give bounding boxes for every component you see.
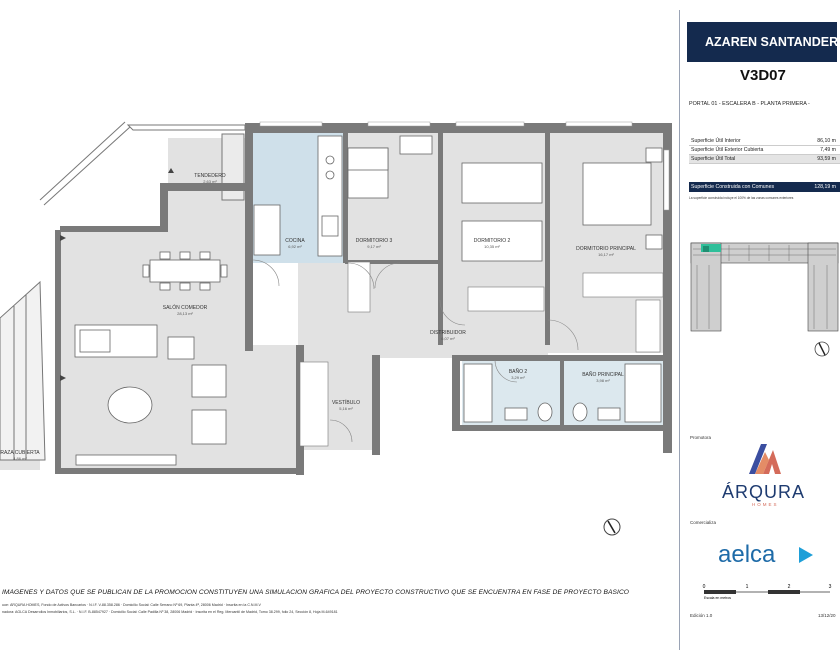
surface-row-total — [689, 155, 840, 164]
promotora-label: Promotora — [690, 435, 712, 440]
north-compass-icon — [813, 340, 831, 358]
surface-label: Superficie Útil Total — [691, 156, 736, 162]
edition-date: 13/12/20 — [818, 613, 836, 618]
room-name: DORMITORIO PRINCIPAL — [576, 246, 636, 252]
room-area: 2,63 m² — [203, 179, 217, 184]
aelca-arrow-icon — [797, 546, 815, 564]
room-name: VESTÍBULO — [331, 400, 361, 406]
room-name: SALÓN COMEDOR — [162, 305, 208, 311]
unit-location: PORTAL 01 - ESCALERA B - PLANTA PRIMERA - — [689, 101, 810, 107]
surface-table — [689, 137, 840, 164]
room-name: COCINA — [285, 238, 305, 244]
scale-tick-label: 1 — [745, 584, 749, 590]
arqura-logo-subtext: HOMES — [752, 502, 779, 507]
room-name: BAÑO PRINCIPAL — [582, 372, 624, 378]
scale-tick-label: 3 — [828, 584, 832, 590]
aelca-logo-text: aelca — [718, 541, 776, 568]
constructed-value: 128,19 m — [814, 184, 836, 190]
surface-row — [689, 146, 840, 155]
edition-label: Edición 1.0 — [690, 613, 713, 618]
surface-row — [689, 137, 840, 146]
room-area: 6,07 m² — [441, 336, 455, 341]
surface-value: 86,10 m — [817, 138, 836, 144]
legal-text — [2, 603, 662, 617]
scale-tick-label: 2 — [787, 584, 791, 590]
room-area: 28,13 m² — [177, 311, 193, 316]
room-area: 6,92 m² — [288, 244, 302, 249]
surface-value: 7,49 m — [820, 147, 836, 153]
room-area: 9,17 m² — [367, 244, 381, 249]
legal-line: uoe: ÁRQURA HOMES, Fondo de Activos Bancarios · N.I.F. V-88.358.286 · Domicilio Social: Calle Serrano Nº 69, Planta 4ª, 28006 Madrid · Inscrita en la C.N.M.V — [2, 603, 261, 607]
legal-line: nadora: AGLCA Desarrollos Inmobiliarios, S.L. · N.I.F. B-88547927 · Domicilio Social: Calle Padilla Nº 38, 28006 Madrid · Inscrita en el Reg. Mercantil de Madrid, Tomo 38.299, folio 24, Sección 8, Hoja M-649181 — [2, 610, 338, 614]
scale-caption: Escala en metros — [704, 596, 732, 600]
room-area: 5,16 m² — [339, 406, 353, 411]
north-compass-icon — [602, 517, 622, 537]
disclaimer-text: IMÁGENES Y DATOS QUE SE PUBLICAN DE LA PROMOCIÓN CONSTITUYEN UNA SIMULACIÓN GRÁFICA DEL PROYECTO CONSTRUCTIVO QUE SE ENCUENTRA EN FASE DE PROYECTO BÁSICO — [2, 589, 630, 596]
room-area: 16,17 m² — [598, 252, 614, 257]
building-key-plan — [689, 241, 840, 333]
room-area: 10,35 m² — [484, 244, 500, 249]
room-name: DORMITORIO 2 — [473, 238, 511, 244]
surface-value: 93,59 m — [817, 156, 836, 162]
surface-label: Superficie Útil Exterior Cubierta — [691, 147, 764, 153]
room-name: DISTRIBUIDOR — [430, 330, 466, 336]
room-area: 3,29 m² — [511, 375, 525, 380]
room-area: 3,98 m² — [596, 378, 610, 383]
scale-bar — [690, 582, 840, 600]
scale-tick-label: 0 — [702, 584, 706, 590]
comercializa-label: Comercializa — [690, 520, 717, 525]
room-area: 4,86 m² — [13, 456, 27, 461]
unit-code: V3D07 — [740, 67, 786, 84]
room-name: TENDEDERO — [194, 173, 226, 179]
arqura-logo-text: ÁRQURA — [722, 482, 806, 502]
constructed-label: Superficie Construida con Comunes — [691, 184, 775, 190]
room-name: RAZA CUBIERTA — [0, 450, 40, 456]
constructed-surface — [689, 182, 840, 192]
room-name: DORMITORIO 3 — [355, 238, 393, 244]
project-title: AZAREN SANTANDER — [687, 22, 837, 62]
arqura-logo-icon — [745, 440, 785, 480]
surface-note: La superficie construida incluye el 100% de las zonas comunes exteriores — [689, 196, 794, 200]
room-name: BAÑO 2 — [508, 369, 528, 375]
surface-label: Superficie Útil Interior — [691, 138, 741, 144]
